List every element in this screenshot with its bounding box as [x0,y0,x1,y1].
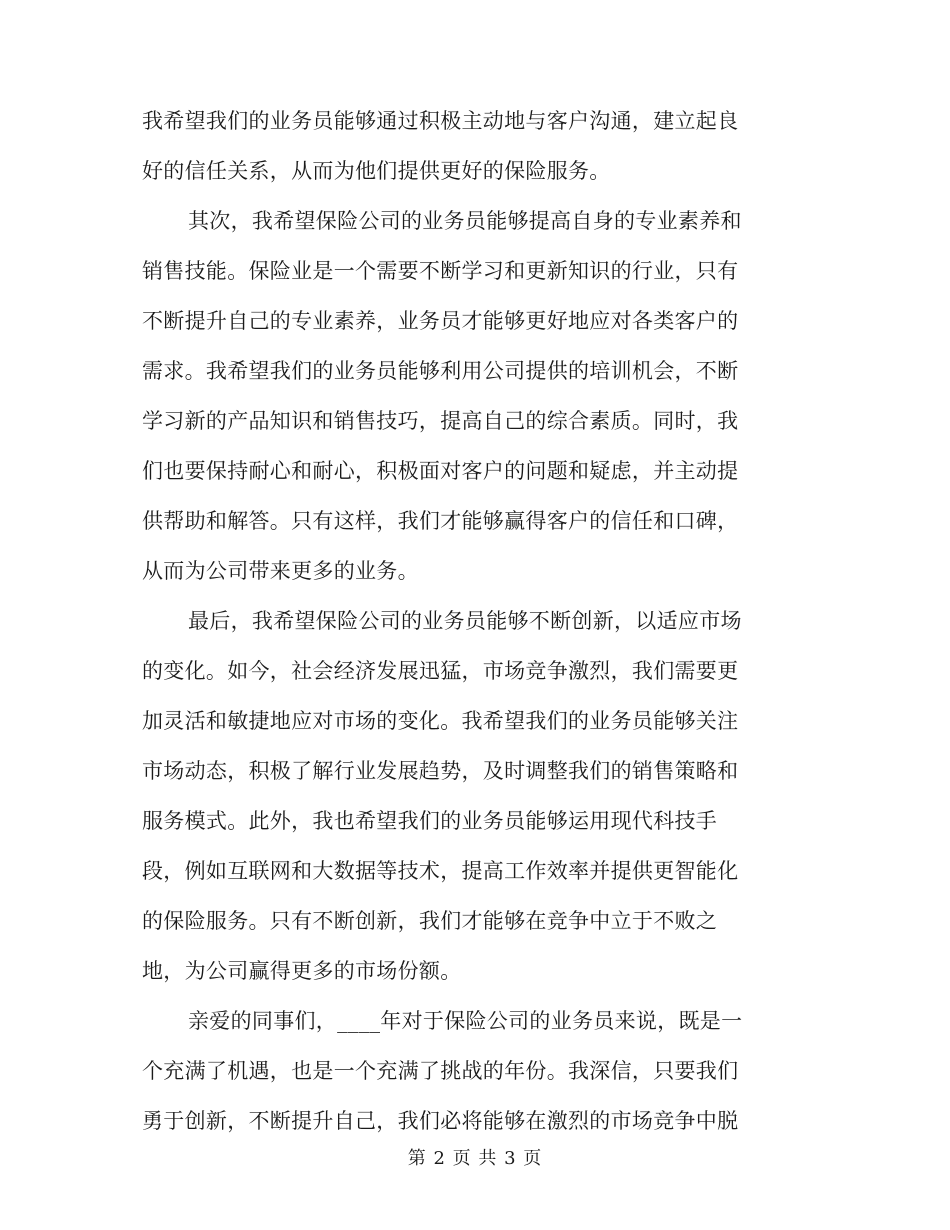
text-line: 销售技能。保险业是一个需要不断学习和更新知识的行业，只有 [142,259,739,283]
paragraph-start-line: 亲爱的同事们，____年对于保险公司的业务员来说，既是一 [188,1009,743,1033]
page-number-footer: 第 2 页 共 3 页 [407,1148,543,1169]
text-line: 段，例如互联网和大数据等技术，提高工作效率并提供更智能化 [142,859,739,883]
text-line: 勇于创新，不断提升自己，我们必将能够在激烈的市场竞争中脱 [142,1109,739,1133]
text-line: 市场动态，积极了解行业发展趋势，及时调整我们的销售策略和 [142,759,739,783]
text-line: 们也要保持耐心和耐心，积极面对客户的问题和疑虑，并主动提 [142,459,739,483]
text-line: 个充满了机遇，也是一个充满了挑战的年份。我深信，只要我们 [142,1059,739,1083]
text-line: 的保险服务。只有不断创新，我们才能够在竞争中立于不败之 [142,909,718,933]
text-line: 的变化。如今，社会经济发展迅猛，市场竞争激烈，我们需要更 [142,659,739,683]
text-line: 服务模式。此外，我也希望我们的业务员能够运用现代科技手 [142,809,718,833]
text-line: 我希望我们的业务员能够通过积极主动地与客户沟通，建立起良 [142,109,739,133]
text-line: 地，为公司赢得更多的市场份额。 [142,959,462,983]
paragraph-start-line: 其次，我希望保险公司的业务员能够提高自身的专业素养和 [188,209,742,233]
text-line: 需求。我希望我们的业务员能够利用公司提供的培训机会，不断 [142,359,739,383]
text-line: 供帮助和解答。只有这样，我们才能够赢得客户的信任和口碑， [142,509,739,533]
text-line: 从而为公司带来更多的业务。 [142,559,419,583]
text-line: 好的信任关系，从而为他们提供更好的保险服务。 [142,159,611,183]
text-line: 学习新的产品知识和销售技巧，提高自己的综合素质。同时，我 [142,409,739,433]
text-line: 加灵活和敏捷地应对市场的变化。我希望我们的业务员能够关注 [142,709,739,733]
text-line: 不断提升自己的专业素养，业务员才能够更好地应对各类客户的 [142,309,739,333]
paragraph-start-line: 最后，我希望保险公司的业务员能够不断创新，以适应市场 [188,609,742,633]
document-body [142,96,802,1146]
